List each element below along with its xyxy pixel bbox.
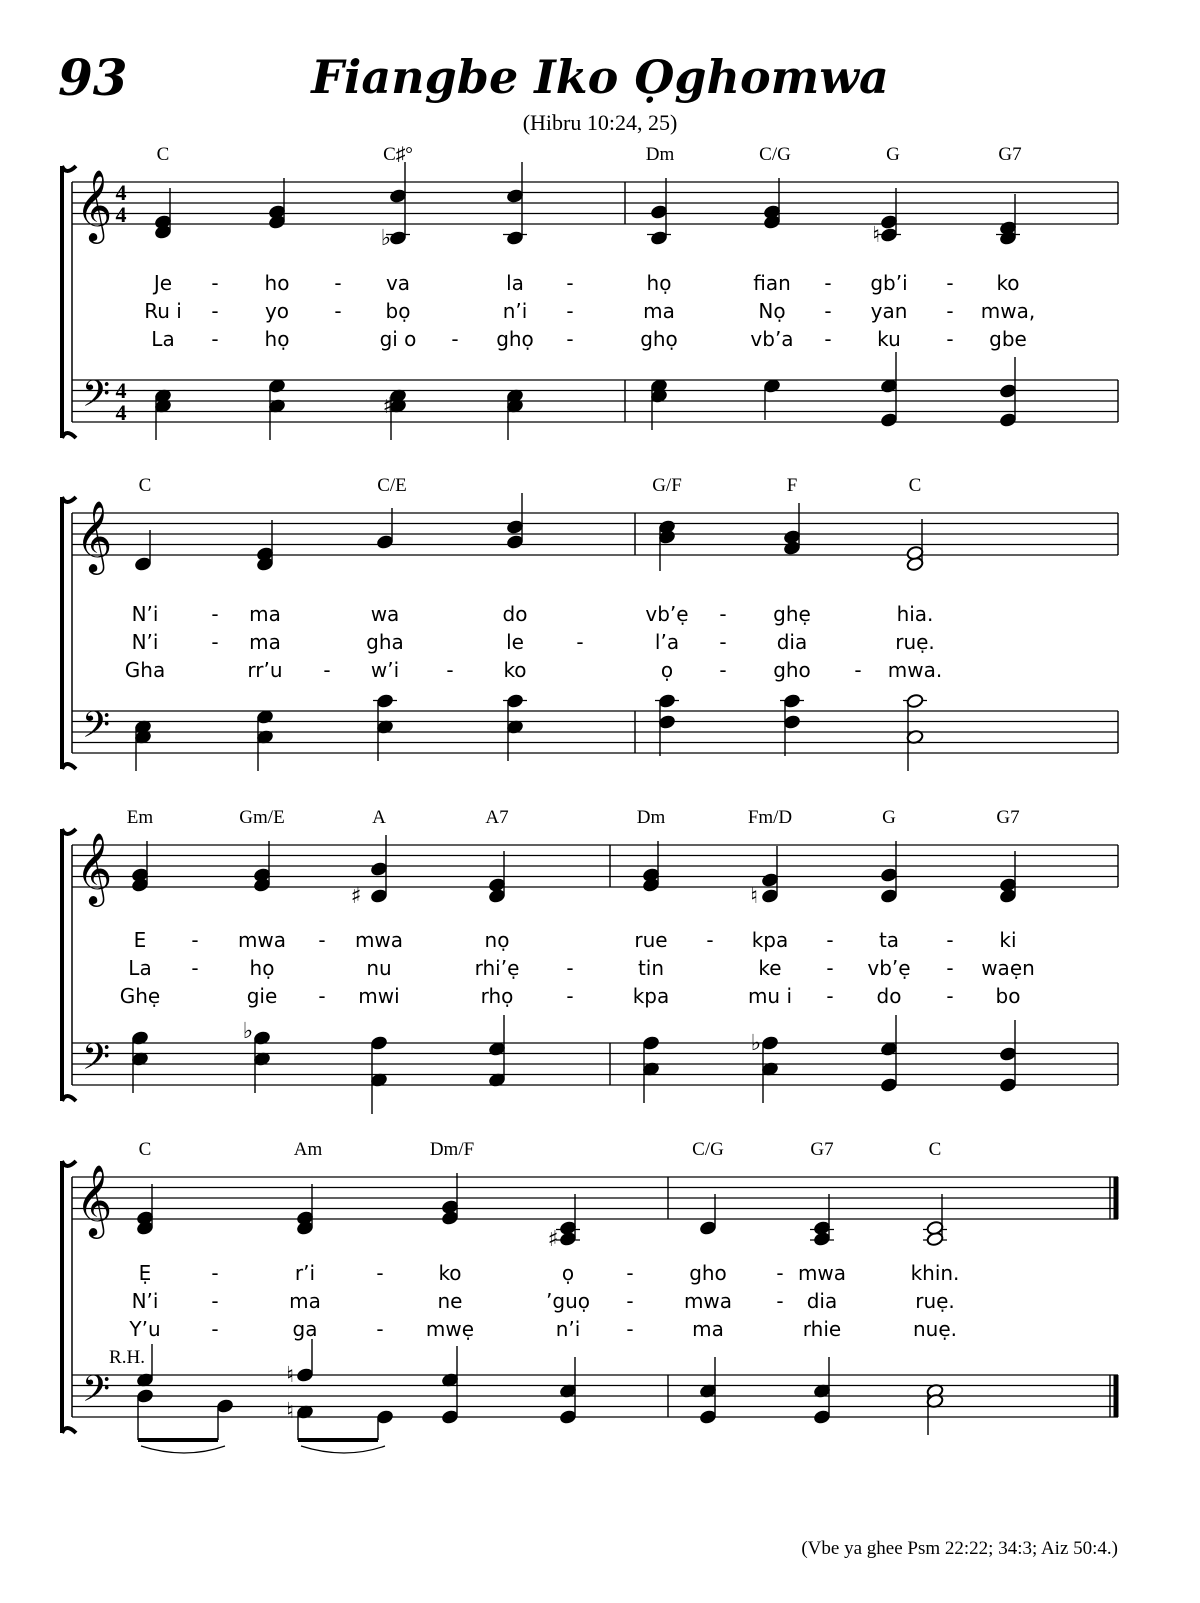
system-2-treble-note-head xyxy=(783,529,801,544)
accidental-icon: ♭ xyxy=(380,226,392,251)
lyric-syllable-verse-1: mwa xyxy=(354,928,404,952)
lyric-syllable-verse-1: E xyxy=(133,928,147,952)
time-signature-bottom: 4 xyxy=(115,202,127,227)
lyric-syllable-verse-1: nọ xyxy=(484,928,510,952)
system-2-treble-note-head xyxy=(506,519,524,534)
lyric-syllable-verse-2: Nọ xyxy=(758,299,786,323)
lyric-syllable-verse-1: hia. xyxy=(896,602,934,626)
system-4-bass-note-head xyxy=(216,1398,234,1413)
lyric-syllable-verse-2: ma xyxy=(643,299,675,323)
system-3-bass-note-head xyxy=(761,1035,779,1050)
lyric-hyphen: - xyxy=(854,658,862,682)
lyric-hyphen: - xyxy=(946,271,954,295)
lyric-syllable-verse-3: ọ xyxy=(660,658,674,682)
system-4-bass-note-head xyxy=(559,1409,577,1424)
chord-symbol: Dm xyxy=(636,807,666,828)
accidental-icon: ♮ xyxy=(286,1363,294,1388)
bass-clef-icon: 𝄢 xyxy=(81,1036,111,1087)
lyric-syllable-verse-3: họ xyxy=(264,327,290,351)
lyric-syllable-verse-1: mwa xyxy=(797,1261,847,1285)
system-4-treble-note-head xyxy=(699,1220,717,1235)
chord-symbol: C xyxy=(908,475,922,496)
system-4-bass-note-head xyxy=(441,1409,459,1424)
lyric-hyphen: - xyxy=(211,327,219,351)
system-3-bass-note-head xyxy=(880,1077,898,1092)
lyric-syllable-verse-2: n’i xyxy=(502,299,528,323)
lyric-hyphen: - xyxy=(776,1261,784,1285)
lyric-syllable-verse-2: ruẹ. xyxy=(915,1289,955,1313)
chord-symbol: C xyxy=(928,1139,942,1160)
lyric-hyphen: - xyxy=(446,658,454,682)
system-3-treble-note-head xyxy=(761,888,779,903)
lyric-syllable-verse-2: La xyxy=(128,956,152,980)
system-3-bass-note-head xyxy=(999,1077,1017,1092)
lyric-hyphen: - xyxy=(211,602,219,626)
treble-clef-icon: 𝄞 xyxy=(75,1163,113,1236)
system-1-treble-note-head xyxy=(650,204,668,219)
chord-symbol: C xyxy=(138,475,152,496)
lyric-syllable-verse-1: ma xyxy=(249,602,281,626)
footnote: (Vbe ya ghee Psm 22:22; 34:3; Aiz 50:4.) xyxy=(801,1538,1118,1559)
time-signature-bottom: 4 xyxy=(115,400,127,425)
lyric-syllable-verse-2: dia xyxy=(806,1289,838,1313)
chord-symbol: A xyxy=(372,807,386,828)
lyric-hyphen: - xyxy=(566,984,574,1008)
lyric-syllable-verse-3: mwẹ xyxy=(425,1317,475,1341)
chord-symbol: Dm/F xyxy=(429,1139,475,1160)
lyric-syllable-verse-1: gho xyxy=(689,1261,727,1285)
system-4-treble-note-head xyxy=(926,1220,944,1235)
lyric-hyphen: - xyxy=(211,1317,219,1341)
lyric-hyphen: - xyxy=(566,327,574,351)
system-3-bass-note-head xyxy=(999,1046,1017,1061)
lyric-hyphen: - xyxy=(946,299,954,323)
lyric-hyphen: - xyxy=(211,1261,219,1285)
lyric-syllable-verse-2: vb’ẹ xyxy=(867,956,911,980)
lyric-syllable-verse-3: ku xyxy=(877,327,901,351)
lyric-syllable-verse-1: Ẹ xyxy=(138,1261,152,1285)
accidental-icon: ♯ xyxy=(350,884,362,909)
system-2-bass-note-head xyxy=(506,693,524,708)
lyric-syllable-verse-2: dia xyxy=(776,630,808,654)
chord-symbol: Am xyxy=(293,1139,323,1160)
lyric-syllable-verse-3: ghọ xyxy=(496,327,534,351)
system-1-treble-note-head xyxy=(389,230,407,245)
chord-symbol: Fm/D xyxy=(747,807,793,828)
system-2-treble-note-head xyxy=(506,534,524,549)
lyric-syllable-verse-3: gbe xyxy=(989,327,1027,351)
lyric-syllable-verse-1: kpa xyxy=(751,928,789,952)
system-4-bass-note-head xyxy=(136,1388,154,1403)
lyric-hyphen: - xyxy=(566,956,574,980)
chord-symbol: C♯° xyxy=(383,144,413,165)
system-3-bracket xyxy=(62,829,76,1101)
chord-symbol: G7 xyxy=(810,1139,834,1160)
system-3-treble-note-head xyxy=(370,888,388,903)
lyric-syllable-verse-3: Y’u xyxy=(129,1317,161,1341)
lyric-hyphen: - xyxy=(376,1317,384,1341)
chord-symbol: Em xyxy=(126,807,154,828)
treble-clef-icon: 𝄞 xyxy=(75,831,113,904)
system-4-bass-note-head xyxy=(813,1409,831,1424)
lyric-syllable-verse-2: l’a xyxy=(654,630,680,654)
accidental-icon: ♮ xyxy=(286,1399,294,1424)
lyric-syllable-verse-2: ma xyxy=(289,1289,321,1313)
lyric-syllable-verse-2: mwa, xyxy=(980,299,1036,323)
lyric-syllable-verse-3: gie xyxy=(246,984,278,1008)
lyric-hyphen: - xyxy=(191,928,199,952)
chord-symbol: Dm xyxy=(645,144,675,165)
lyric-hyphen: - xyxy=(719,658,727,682)
lyric-syllable-verse-3: ghọ xyxy=(640,327,678,351)
bass-clef-icon: 𝄢 xyxy=(81,704,111,755)
lyric-hyphen: - xyxy=(719,630,727,654)
lyric-hyphen: - xyxy=(318,928,326,952)
system-3-treble-note-head xyxy=(999,877,1017,892)
lyric-syllable-verse-3: rhọ xyxy=(480,984,514,1008)
system-1-bracket xyxy=(62,166,76,438)
lyric-hyphen: - xyxy=(626,1261,634,1285)
lyric-syllable-verse-2: ma xyxy=(249,630,281,654)
lyric-syllable-verse-2: N’i xyxy=(131,1289,159,1313)
lyric-hyphen: - xyxy=(576,630,584,654)
system-2-bass-note-head xyxy=(906,693,924,708)
chord-symbol: G7 xyxy=(998,144,1022,165)
lyric-syllable-verse-1: mwa xyxy=(237,928,287,952)
system-2-treble-note-head xyxy=(376,534,394,549)
lyric-syllable-verse-2: waẹn xyxy=(981,956,1035,980)
system-2-bass-note-head xyxy=(376,693,394,708)
system-2-bass-note-head xyxy=(783,714,801,729)
time-signature-top: 4 xyxy=(115,180,127,205)
lyric-hyphen: - xyxy=(826,956,834,980)
accidental-icon: ♭ xyxy=(242,1019,254,1044)
lyric-syllable-verse-1: ho xyxy=(264,271,290,295)
treble-clef-icon: 𝄞 xyxy=(75,499,113,572)
lyric-hyphen: - xyxy=(323,658,331,682)
system-1-treble-note-head xyxy=(650,230,668,245)
lyric-hyphen: - xyxy=(334,299,342,323)
lyric-syllable-verse-3: gi o xyxy=(379,327,417,351)
lyric-syllable-verse-3: mwi xyxy=(358,984,400,1008)
lyric-syllable-verse-1: ọ xyxy=(561,1261,575,1285)
lyric-syllable-verse-3: w’i xyxy=(370,658,400,682)
lyric-hyphen: - xyxy=(566,299,574,323)
chord-symbol: G xyxy=(882,807,896,828)
lyric-hyphen: - xyxy=(946,984,954,1008)
lyric-syllable-verse-1: ta xyxy=(878,928,900,952)
right-hand-annotation: R.H. xyxy=(109,1347,145,1368)
lyric-syllable-verse-2: bọ xyxy=(385,299,411,323)
lyric-syllable-verse-3: Ghẹ xyxy=(119,984,161,1008)
system-1-treble-note-head xyxy=(389,188,407,203)
lyric-syllable-verse-1: ko xyxy=(996,271,1020,295)
lyric-syllable-verse-3: La xyxy=(151,327,175,351)
system-4-bass-note-slur xyxy=(141,1446,225,1453)
lyric-syllable-verse-2: N’i xyxy=(131,630,159,654)
lyric-syllable-verse-1: la xyxy=(506,271,524,295)
chord-symbol: F xyxy=(786,475,798,496)
lyric-syllable-verse-1: họ xyxy=(646,271,672,295)
lyric-hyphen: - xyxy=(211,1289,219,1313)
lyric-hyphen: - xyxy=(826,984,834,1008)
lyric-syllable-verse-3: gho xyxy=(773,658,811,682)
accidental-icon: ♭ xyxy=(750,1031,762,1056)
chord-symbol: C xyxy=(138,1139,152,1160)
lyric-syllable-verse-1: wa xyxy=(370,602,400,626)
chord-symbol: C/E xyxy=(377,475,407,496)
lyric-hyphen: - xyxy=(824,327,832,351)
bass-clef-icon: 𝄢 xyxy=(81,1368,111,1419)
lyric-hyphen: - xyxy=(451,327,459,351)
system-4-treble-note-head xyxy=(559,1220,577,1235)
system-1-treble-note-head xyxy=(880,214,898,229)
system-3-bass-note-head xyxy=(642,1035,660,1050)
system-4-bass-note-head xyxy=(296,1367,314,1382)
system-2-treble-note-head xyxy=(906,545,924,560)
lyric-syllable-verse-1: rue xyxy=(634,928,668,952)
lyric-hyphen: - xyxy=(626,1289,634,1313)
system-2-bass-note-head xyxy=(658,714,676,729)
lyric-syllable-verse-3: kpa xyxy=(632,984,670,1008)
song-title: Fiangbe Iko Ọghomwa xyxy=(311,50,889,104)
lyric-hyphen: - xyxy=(626,1317,634,1341)
lyric-syllable-verse-3: bo xyxy=(995,984,1021,1008)
accidental-icon: ♯ xyxy=(547,1227,559,1252)
lyric-syllable-verse-3: mwa. xyxy=(887,658,943,682)
lyric-syllable-verse-2: tin xyxy=(637,956,665,980)
lyric-syllable-verse-3: do xyxy=(876,984,902,1008)
system-3-treble-note-head xyxy=(370,861,388,876)
lyric-syllable-verse-2: ne xyxy=(437,1289,463,1313)
lyric-hyphen: - xyxy=(376,1261,384,1285)
chord-symbol: C xyxy=(156,144,170,165)
system-4-treble-note-head xyxy=(813,1220,831,1235)
system-1-treble-note-head xyxy=(506,188,524,203)
lyric-hyphen: - xyxy=(211,271,219,295)
lyric-syllable-verse-2: ruẹ. xyxy=(895,630,935,654)
lyric-syllable-verse-3: nuẹ. xyxy=(912,1317,958,1341)
bass-clef-icon: 𝄢 xyxy=(81,373,111,424)
lyric-syllable-verse-1: khin. xyxy=(910,1261,960,1285)
lyric-syllable-verse-1: Je xyxy=(153,271,173,295)
system-3-treble-note-head xyxy=(761,872,779,887)
lyric-syllable-verse-3: n’i xyxy=(555,1317,581,1341)
lyric-hyphen: - xyxy=(826,928,834,952)
lyric-hyphen: - xyxy=(566,271,574,295)
system-4-bass-note-head xyxy=(376,1409,394,1424)
lyric-syllable-verse-1: vb’ẹ xyxy=(645,602,689,626)
lyric-syllable-verse-3: mu i xyxy=(747,984,793,1008)
system-2-bass-note-head xyxy=(658,693,676,708)
song-number: 93 xyxy=(58,48,128,107)
lyric-hyphen: - xyxy=(211,630,219,654)
lyric-syllable-verse-1: r’i xyxy=(294,1261,316,1285)
lyric-syllable-verse-2: mwa xyxy=(683,1289,733,1313)
lyric-syllable-verse-1: fian xyxy=(753,271,791,295)
system-1-bass-note-head xyxy=(880,412,898,427)
system-1-treble-note-head xyxy=(506,230,524,245)
lyric-syllable-verse-3: ma xyxy=(692,1317,724,1341)
lyric-syllable-verse-2: họ xyxy=(249,956,275,980)
system-2-bass-note-head xyxy=(783,693,801,708)
chord-symbol: C/G xyxy=(759,144,791,165)
system-4-treble-note-head xyxy=(441,1199,459,1214)
system-1-bass-note-head xyxy=(999,383,1017,398)
accidental-icon: ♮ xyxy=(750,884,758,909)
accidental-icon: ♮ xyxy=(872,223,880,248)
treble-clef-icon: 𝄞 xyxy=(75,168,113,241)
chord-symbol: G xyxy=(886,144,900,165)
lyric-syllable-verse-3: ko xyxy=(503,658,527,682)
lyric-hyphen: - xyxy=(706,928,714,952)
lyric-syllable-verse-2: ’guọ xyxy=(546,1289,590,1313)
system-2-bracket xyxy=(62,497,76,769)
lyric-hyphen: - xyxy=(334,271,342,295)
system-1-treble-note-head xyxy=(880,227,898,242)
lyric-hyphen: - xyxy=(211,299,219,323)
lyric-hyphen: - xyxy=(946,928,954,952)
lyric-syllable-verse-1: gb’i xyxy=(870,271,908,295)
lyric-hyphen: - xyxy=(191,956,199,980)
lyric-syllable-verse-1: do xyxy=(502,602,528,626)
lyric-syllable-verse-3: rr’u xyxy=(247,658,283,682)
lyric-syllable-verse-3: ga xyxy=(292,1317,318,1341)
system-3-treble-note-head xyxy=(488,877,506,892)
lyric-hyphen: - xyxy=(719,602,727,626)
system-3-treble-note-head xyxy=(880,867,898,882)
lyric-syllable-verse-3: vb’a xyxy=(750,327,794,351)
lyric-syllable-verse-2: yo xyxy=(264,299,290,323)
lyric-hyphen: - xyxy=(824,271,832,295)
scripture-reference: (Hibru 10:24, 25) xyxy=(522,110,678,135)
lyric-syllable-verse-2: ke xyxy=(758,956,782,980)
accidental-icon: ♯ xyxy=(382,394,394,419)
chord-symbol: Gm/E xyxy=(239,807,285,828)
chord-symbol: G7 xyxy=(996,807,1020,828)
lyric-syllable-verse-2: rhi’ẹ xyxy=(474,956,520,980)
system-4-bass-note-slur xyxy=(301,1446,385,1453)
chord-symbol: G/F xyxy=(652,475,682,496)
lyric-syllable-verse-3: rhie xyxy=(802,1317,842,1341)
chord-symbol: A7 xyxy=(485,807,509,828)
system-1-bass-note-head xyxy=(999,412,1017,427)
lyric-syllable-verse-2: le xyxy=(506,630,524,654)
lyric-hyphen: - xyxy=(946,956,954,980)
lyric-syllable-verse-2: Ru i xyxy=(144,299,182,323)
lyric-syllable-verse-2: nu xyxy=(366,956,392,980)
lyric-syllable-verse-1: ko xyxy=(438,1261,462,1285)
lyric-hyphen: - xyxy=(824,299,832,323)
system-4-bracket xyxy=(62,1161,76,1433)
chord-symbol: C/G xyxy=(692,1139,724,1160)
system-3-treble-note-head xyxy=(880,888,898,903)
lyric-syllable-verse-1: va xyxy=(385,271,411,295)
system-4-bass-note-head xyxy=(699,1409,717,1424)
lyric-syllable-verse-1: ghẹ xyxy=(773,602,811,626)
lyric-hyphen: - xyxy=(318,984,326,1008)
lyric-hyphen: - xyxy=(946,327,954,351)
lyric-syllable-verse-2: gha xyxy=(366,630,404,654)
time-signature-top: 4 xyxy=(115,378,127,403)
lyric-syllable-verse-2: yan xyxy=(870,299,908,323)
lyric-syllable-verse-1: N’i xyxy=(131,602,159,626)
lyric-syllable-verse-1: ki xyxy=(999,928,1017,952)
lyric-hyphen: - xyxy=(776,1289,784,1313)
lyric-syllable-verse-3: Gha xyxy=(124,658,166,682)
system-2-treble-note-head xyxy=(134,556,152,571)
system-3-bass-note-head xyxy=(370,1035,388,1050)
